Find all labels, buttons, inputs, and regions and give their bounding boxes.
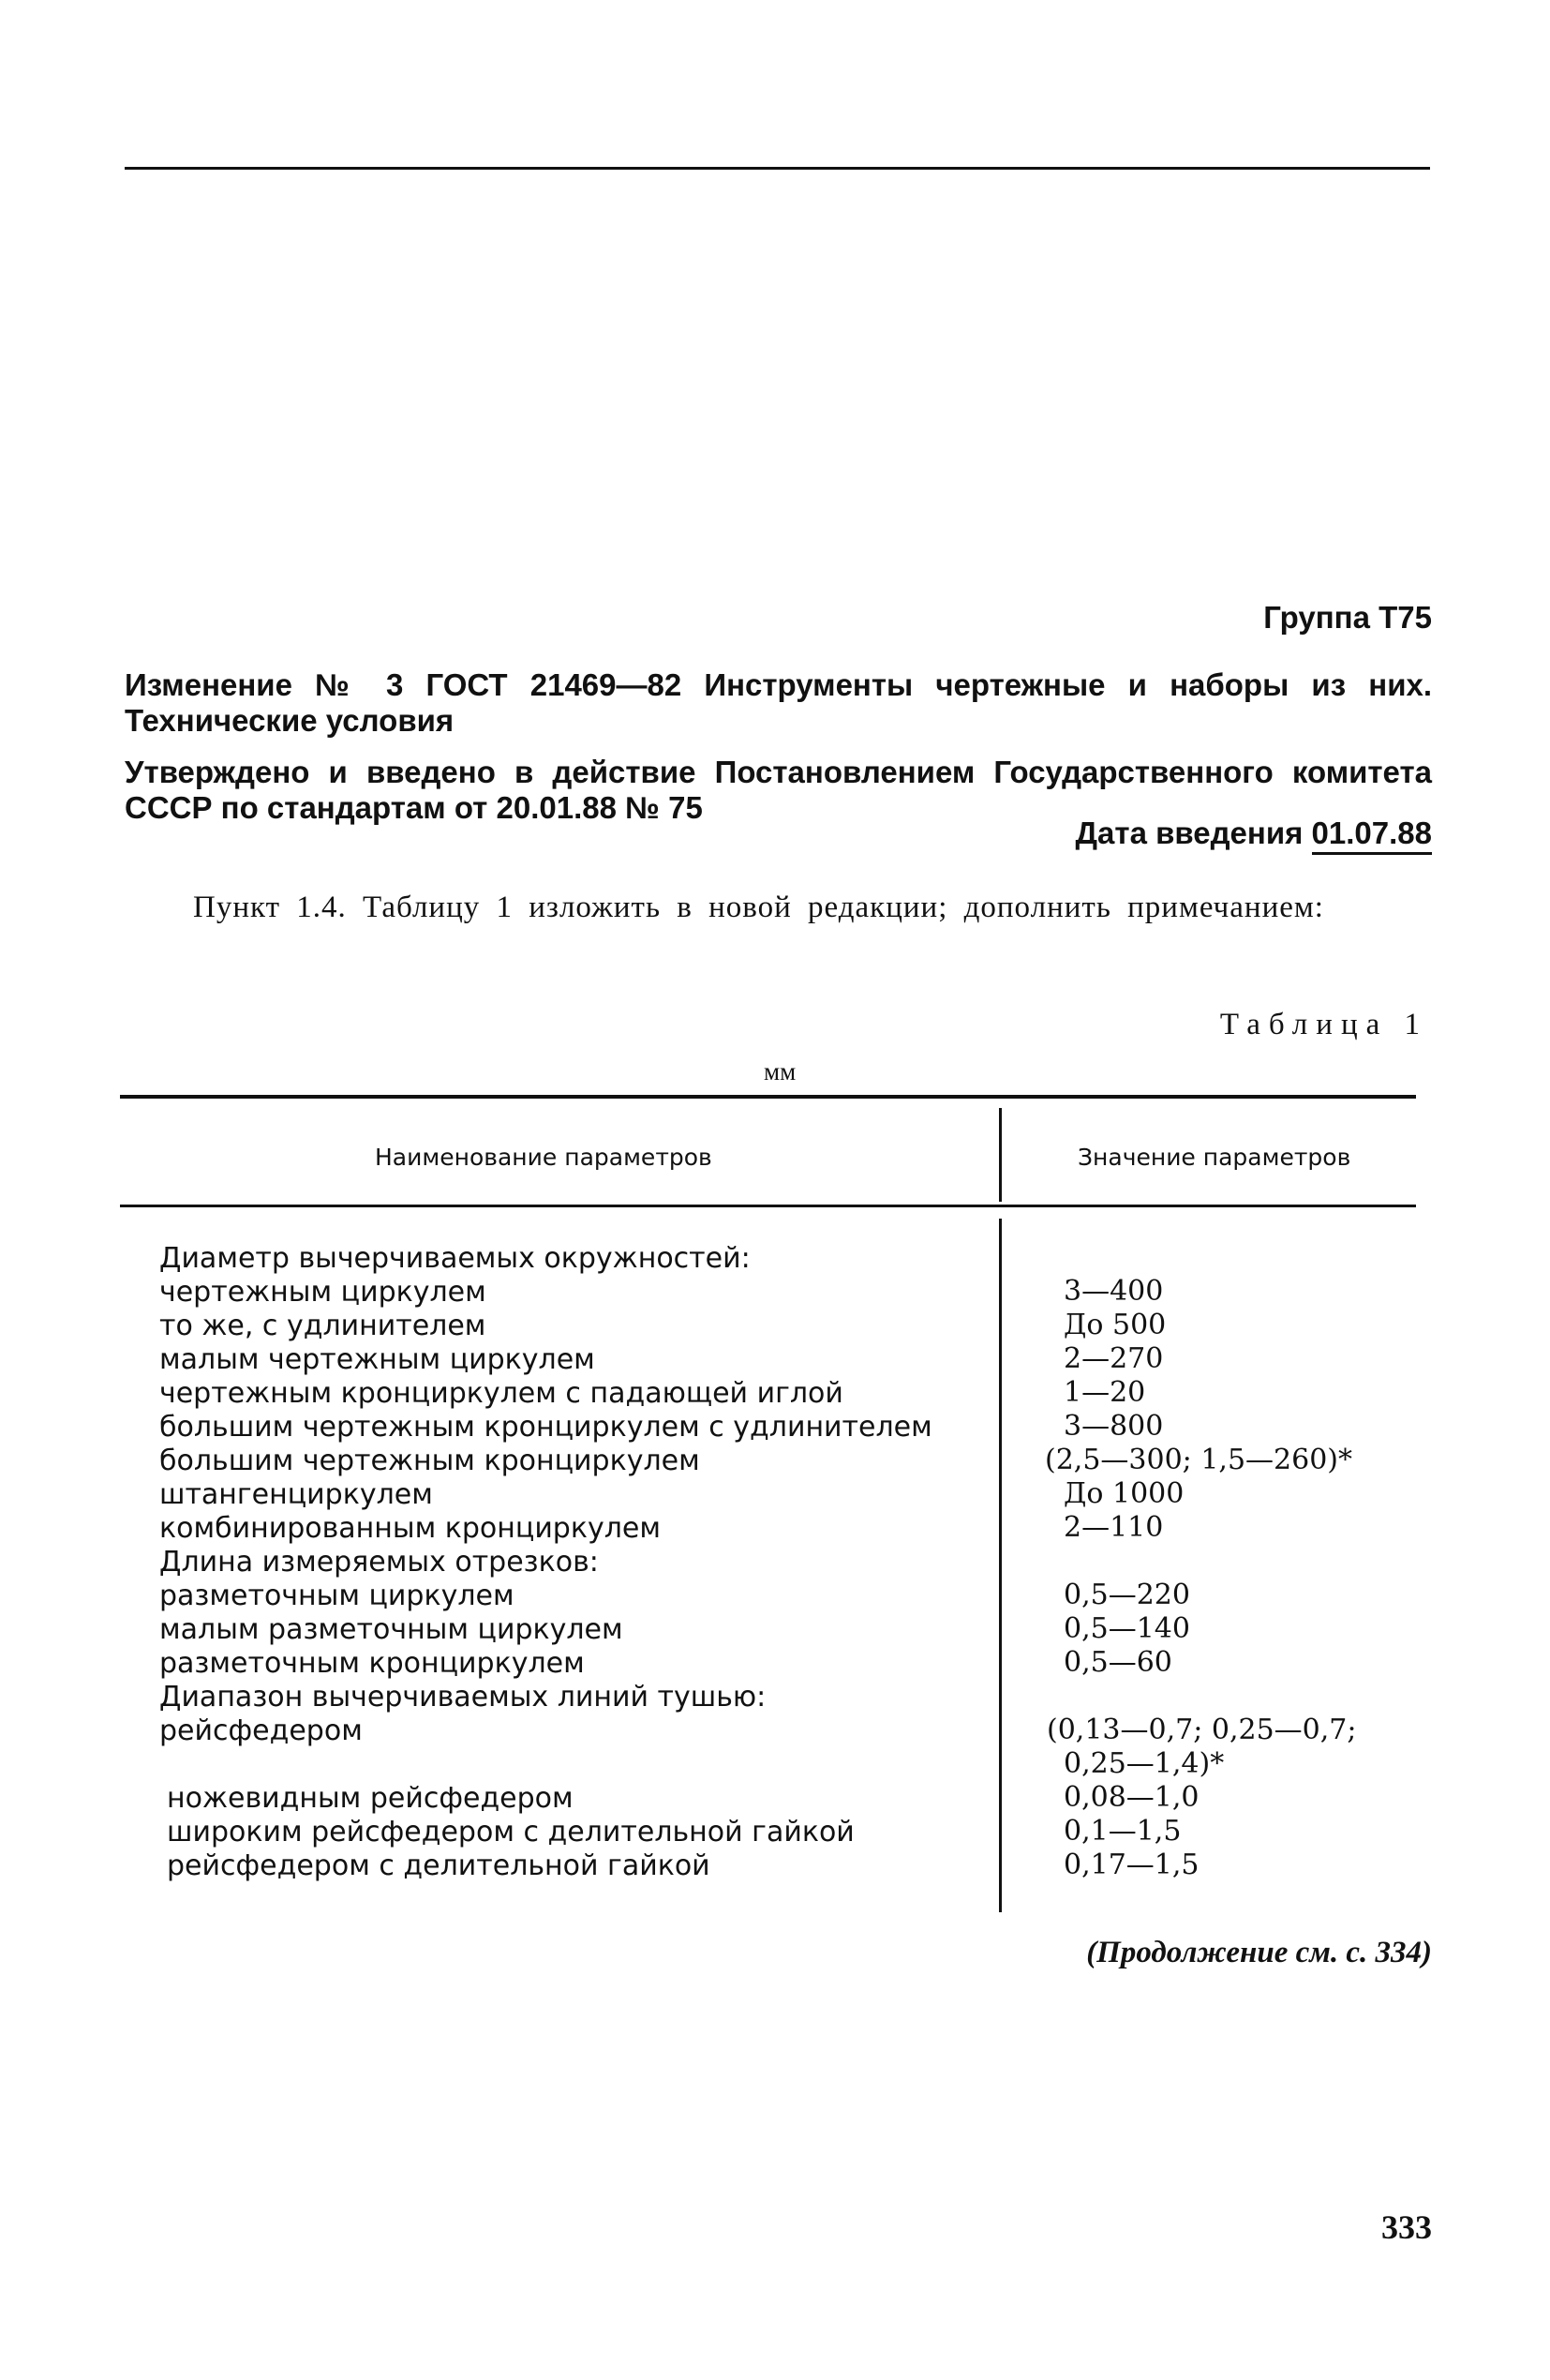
table-column-divider-header xyxy=(999,1108,1002,1202)
table-row-value xyxy=(1045,1680,1356,1714)
table-row-name: разметочным циркулем xyxy=(159,1579,514,1612)
top-rule xyxy=(125,167,1430,170)
table-column-divider-body xyxy=(999,1219,1002,1912)
parameter-values xyxy=(1045,1275,1356,1882)
table-row-name: широким рейсфедером с делительной гайкой xyxy=(167,1816,855,1849)
table-row-name: Диаметр вычерчиваемых окружностей: xyxy=(159,1242,751,1275)
table-row-name: чертежным кронциркулем с падающей иглой xyxy=(159,1377,843,1410)
continuation-note: (Продолжение см. с. 334) xyxy=(1086,1936,1432,1969)
table-row-name: рейсфедером с делительной гайкой xyxy=(167,1849,710,1882)
table-row-value xyxy=(1045,1545,1356,1579)
table-row-value: 2—110 xyxy=(1064,1511,1164,1544)
table-row-value: 3—400 xyxy=(1064,1275,1164,1308)
table-row-name: большим чертежным кронциркулем xyxy=(159,1444,700,1477)
approved-statement: Утверждено и введено в действие Постановлением Государственного комитета СССР по стандартам от 20.01.88 № 75 xyxy=(125,755,1432,825)
page-number: 333 xyxy=(1381,2208,1432,2246)
introduction-date xyxy=(1076,816,1432,851)
table-row-value: 0,5—60 xyxy=(1064,1646,1172,1679)
table-row-value: До 500 xyxy=(1064,1309,1167,1341)
table-row-name: то же, с удлинителем xyxy=(159,1310,486,1342)
table-row-name: малым разметочным циркулем xyxy=(159,1613,623,1646)
table-row-name: рейсфедером xyxy=(159,1714,363,1747)
table-row-value: 0,1—1,5 xyxy=(1064,1815,1182,1848)
table-row-value: 3—800 xyxy=(1064,1410,1164,1443)
table-header-rule xyxy=(120,1205,1416,1207)
table-row-name: разметочным кронциркулем xyxy=(159,1647,585,1680)
table-row-value: 0,17—1,5 xyxy=(1064,1849,1200,1881)
table-row-value: 0,5—140 xyxy=(1064,1612,1190,1645)
table-caption: Таблица 1 xyxy=(1219,1008,1428,1041)
column-header-value: Значение параметров xyxy=(1078,1144,1351,1171)
table-row-value: 2—270 xyxy=(1064,1342,1164,1375)
table-row-value: 0,5—220 xyxy=(1064,1579,1190,1611)
table-row-value: (0,13—0,7; 0,25—0,7; xyxy=(1047,1714,1357,1746)
date-label: Дата введения xyxy=(1075,816,1304,850)
table-row-name: комбинированным кронциркулем xyxy=(159,1512,661,1545)
table-row-name: Диапазон вычерчиваемых линий тушью: xyxy=(159,1681,767,1714)
table-row-name: штангенциркулем xyxy=(159,1478,433,1511)
clause-text: Пункт 1.4. Таблицу 1 изложить в новой редакции; дополнить примечанием: xyxy=(193,891,1324,924)
column-header-name: Наименование параметров xyxy=(375,1144,712,1171)
table-row-name: малым чертежным циркулем xyxy=(159,1343,595,1376)
change-title: Изменение № 3 ГОСТ 21469—82 Инструменты чертежные и наборы из них. Технические условия xyxy=(125,667,1432,738)
table-row-value: До 1000 xyxy=(1064,1477,1185,1510)
table-row-name xyxy=(159,1748,932,1782)
table-row-name: ножевидным рейсфедером xyxy=(167,1782,574,1815)
table-row-value: 0,08—1,0 xyxy=(1064,1781,1200,1814)
table-row-value: 0,25—1,4)* xyxy=(1064,1747,1225,1780)
parameter-names xyxy=(159,1242,932,1883)
table-row-name: Длина измеряемых отрезков: xyxy=(159,1546,599,1579)
date-value: 01.07.88 xyxy=(1312,816,1432,855)
table-row-value: 1—20 xyxy=(1064,1376,1146,1409)
table-row-name: большим чертежным кронциркулем с удлинителем xyxy=(159,1411,932,1444)
table-unit: мм xyxy=(764,1057,797,1085)
table-top-rule xyxy=(120,1095,1416,1099)
table-row-value: (2,5—300; 1,5—260)* xyxy=(1045,1444,1352,1476)
group-label: Группа Т75 xyxy=(1263,600,1432,635)
table-row-name: чертежным циркулем xyxy=(159,1276,486,1309)
